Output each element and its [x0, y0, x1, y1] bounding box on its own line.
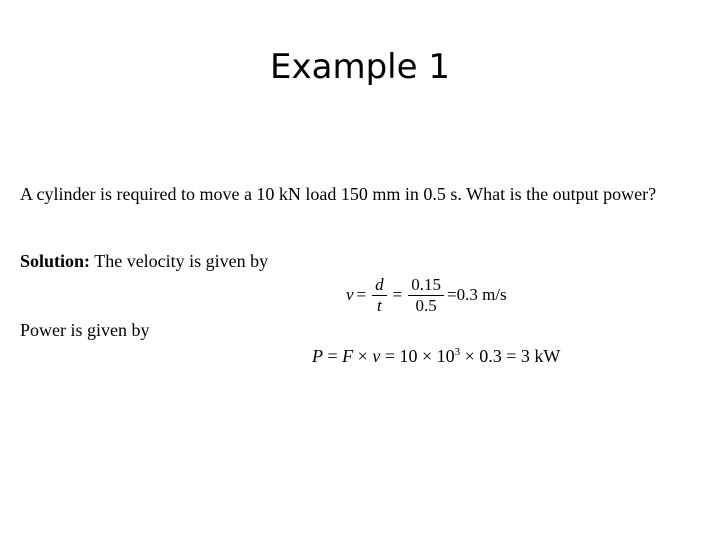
fraction-denominator: t	[377, 295, 382, 315]
fraction-denominator: 0.5	[415, 295, 437, 315]
equals-sign: =	[380, 346, 400, 366]
solution-label: Solution:	[20, 251, 91, 271]
velocity-symbol: v	[346, 285, 354, 304]
velocity-equation	[346, 272, 507, 318]
power-equation	[312, 344, 560, 368]
power-result: × 0.3 = 3 kW	[460, 346, 561, 366]
fraction-numerator: d	[372, 276, 387, 296]
power-intro: Power is given by	[20, 320, 150, 340]
velocity-symbol: v	[372, 346, 381, 366]
solution-text: The velocity is given by	[90, 251, 269, 271]
times-sign: ×	[353, 346, 373, 366]
velocity-result: =0.3 m/s	[446, 285, 507, 304]
problem-statement: A cylinder is required to move a 10 kN load 150 mm in 0.5 s. What is the output power?	[20, 184, 657, 204]
slide-title: Example 1	[270, 47, 450, 87]
force-symbol: F	[342, 346, 354, 366]
equals-sign: =	[323, 346, 343, 366]
force-value: 10 × 10	[399, 346, 455, 366]
equals-sign: =	[392, 285, 403, 304]
power-symbol: P	[312, 346, 323, 366]
values-fraction	[408, 276, 444, 315]
exponent: 3	[454, 346, 461, 358]
solution-line	[20, 250, 268, 272]
fraction-numerator: 0.15	[408, 276, 444, 296]
distance-over-time-fraction	[372, 276, 387, 315]
equals-sign: =	[356, 285, 367, 304]
